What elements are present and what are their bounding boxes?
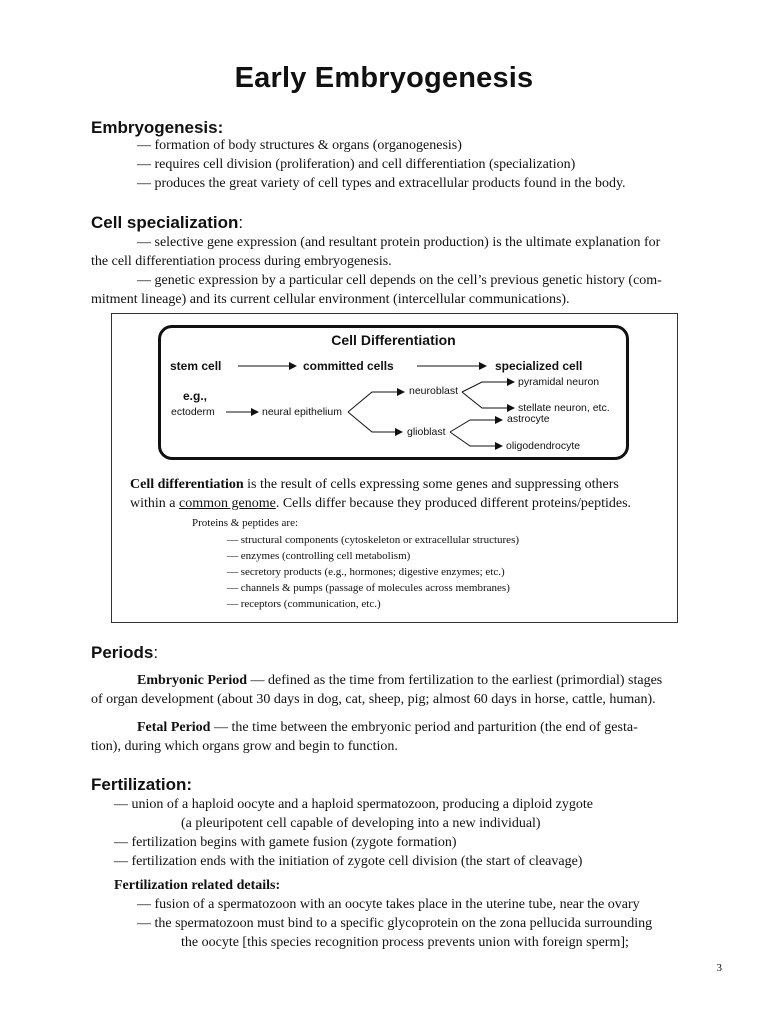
- arrow-to-astrocyte: [450, 420, 502, 432]
- arrow-to-stellate: [462, 392, 514, 408]
- fertilization-details-heading: Fertilization related details:: [114, 878, 281, 893]
- protein-item: — enzymes (controlling cell metabolism): [227, 550, 411, 562]
- stellate-neuron-label: stellate neuron, etc.: [518, 402, 610, 414]
- neuroblast-label: neuroblast: [409, 385, 459, 397]
- differentiation-note-line1: Cell differentiation is the result of cells expressing some genes and suppressing others: [130, 477, 619, 492]
- arrow-to-neuroblast: [348, 392, 404, 412]
- stem-cell-label: stem cell: [170, 359, 222, 373]
- fertilization-heading: Fertilization:: [91, 775, 193, 794]
- page-title: Early Embryogenesis: [234, 62, 534, 94]
- fertilization-item: (a pleuripotent cell capable of developing into a new individual): [181, 816, 541, 831]
- differentiation-note-line2: within a common genome. Cells differ because they produced different proteins/peptides.: [130, 496, 632, 511]
- protein-item: — secretory products (e.g., hormones; digestive enzymes; etc.): [227, 566, 505, 578]
- protein-item: — channels & pumps (passage of molecules across membranes): [227, 582, 510, 594]
- fetal-period-line1: Fetal Period — the time between the embryonic period and parturition (the end of gesta-: [137, 720, 638, 735]
- protein-item: — receptors (communication, etc.): [227, 598, 381, 610]
- fertilization-item: — fertilization ends with the initiation of zygote cell division (the start of cleavage): [114, 854, 583, 869]
- neural-epithelium-label: neural epithelium: [262, 406, 342, 418]
- ectoderm-label: ectoderm: [171, 406, 215, 418]
- specialized-cell-label: specialized cell: [495, 359, 583, 373]
- embryogenesis-item: — requires cell division (proliferation) and cell differentiation (specialization): [137, 157, 576, 172]
- periods-heading: Periods:: [91, 643, 159, 662]
- fertilization-detail: the oocyte [this species recognition process prevents union with foreign sperm];: [181, 935, 629, 950]
- astrocyte-label: astrocyte: [507, 413, 550, 425]
- fertilization-item: — fertilization begins with gamete fusion (zygote formation): [114, 835, 457, 850]
- specialization-paragraph: — genetic expression by a particular cell depends on the cell’s previous genetic history (com-: [137, 273, 662, 288]
- embryogenesis-item: — formation of body structures & organs (organogenesis): [137, 138, 462, 153]
- fertilization-item: — union of a haploid oocyte and a haploid spermatozoon, producing a diploid zygote: [114, 797, 593, 812]
- specialization-paragraph: — selective gene expression (and resultant protein production) is the ultimate explanation for: [137, 235, 661, 250]
- diagram-title: Cell Differentiation: [331, 332, 456, 348]
- arrow-to-pyramidal: [462, 382, 514, 392]
- arrow-to-glioblast: [348, 412, 402, 432]
- pyramidal-neuron-label: pyramidal neuron: [518, 376, 600, 388]
- oligodendrocyte-label: oligodendrocyte: [506, 440, 581, 452]
- fetal-period-line2: tion), during which organs grow and begin to function.: [91, 739, 398, 754]
- arrow-to-oligodendrocyte: [450, 432, 502, 446]
- fertilization-detail: — fusion of a spermatozoon with an oocyte takes place in the uterine tube, near the ovary: [137, 897, 640, 912]
- eg-label: e.g.,: [183, 389, 208, 403]
- specialization-paragraph: the cell differentiation process during embryogenesis.: [91, 254, 392, 269]
- protein-item: — structural components (cytoskeleton or extracellular structures): [227, 534, 520, 546]
- fertilization-detail: — the spermatozoon must bind to a specific glycoprotein on the zona pellucida surrounding: [137, 916, 653, 931]
- specialization-paragraph: mitment lineage) and its current cellular environment (intercellular communications).: [91, 292, 570, 307]
- page-number: 3: [716, 962, 722, 974]
- cell-specialization-heading: Cell specialization:: [91, 213, 244, 232]
- embryonic-period-line1: Embryonic Period — defined as the time from fertilization to the earliest (primordial) stages: [137, 673, 663, 688]
- embryogenesis-heading: Embryogenesis:: [91, 118, 224, 137]
- glioblast-label: glioblast: [407, 426, 446, 438]
- embryonic-period-line2: of organ development (about 30 days in dog, cat, sheep, pig; almost 60 days in horse, cattle, human).: [91, 692, 656, 707]
- embryogenesis-item: — produces the great variety of cell types and extracellular products found in the body.: [137, 176, 626, 191]
- proteins-intro: Proteins & peptides are:: [192, 517, 299, 529]
- committed-cells-label: committed cells: [303, 359, 394, 373]
